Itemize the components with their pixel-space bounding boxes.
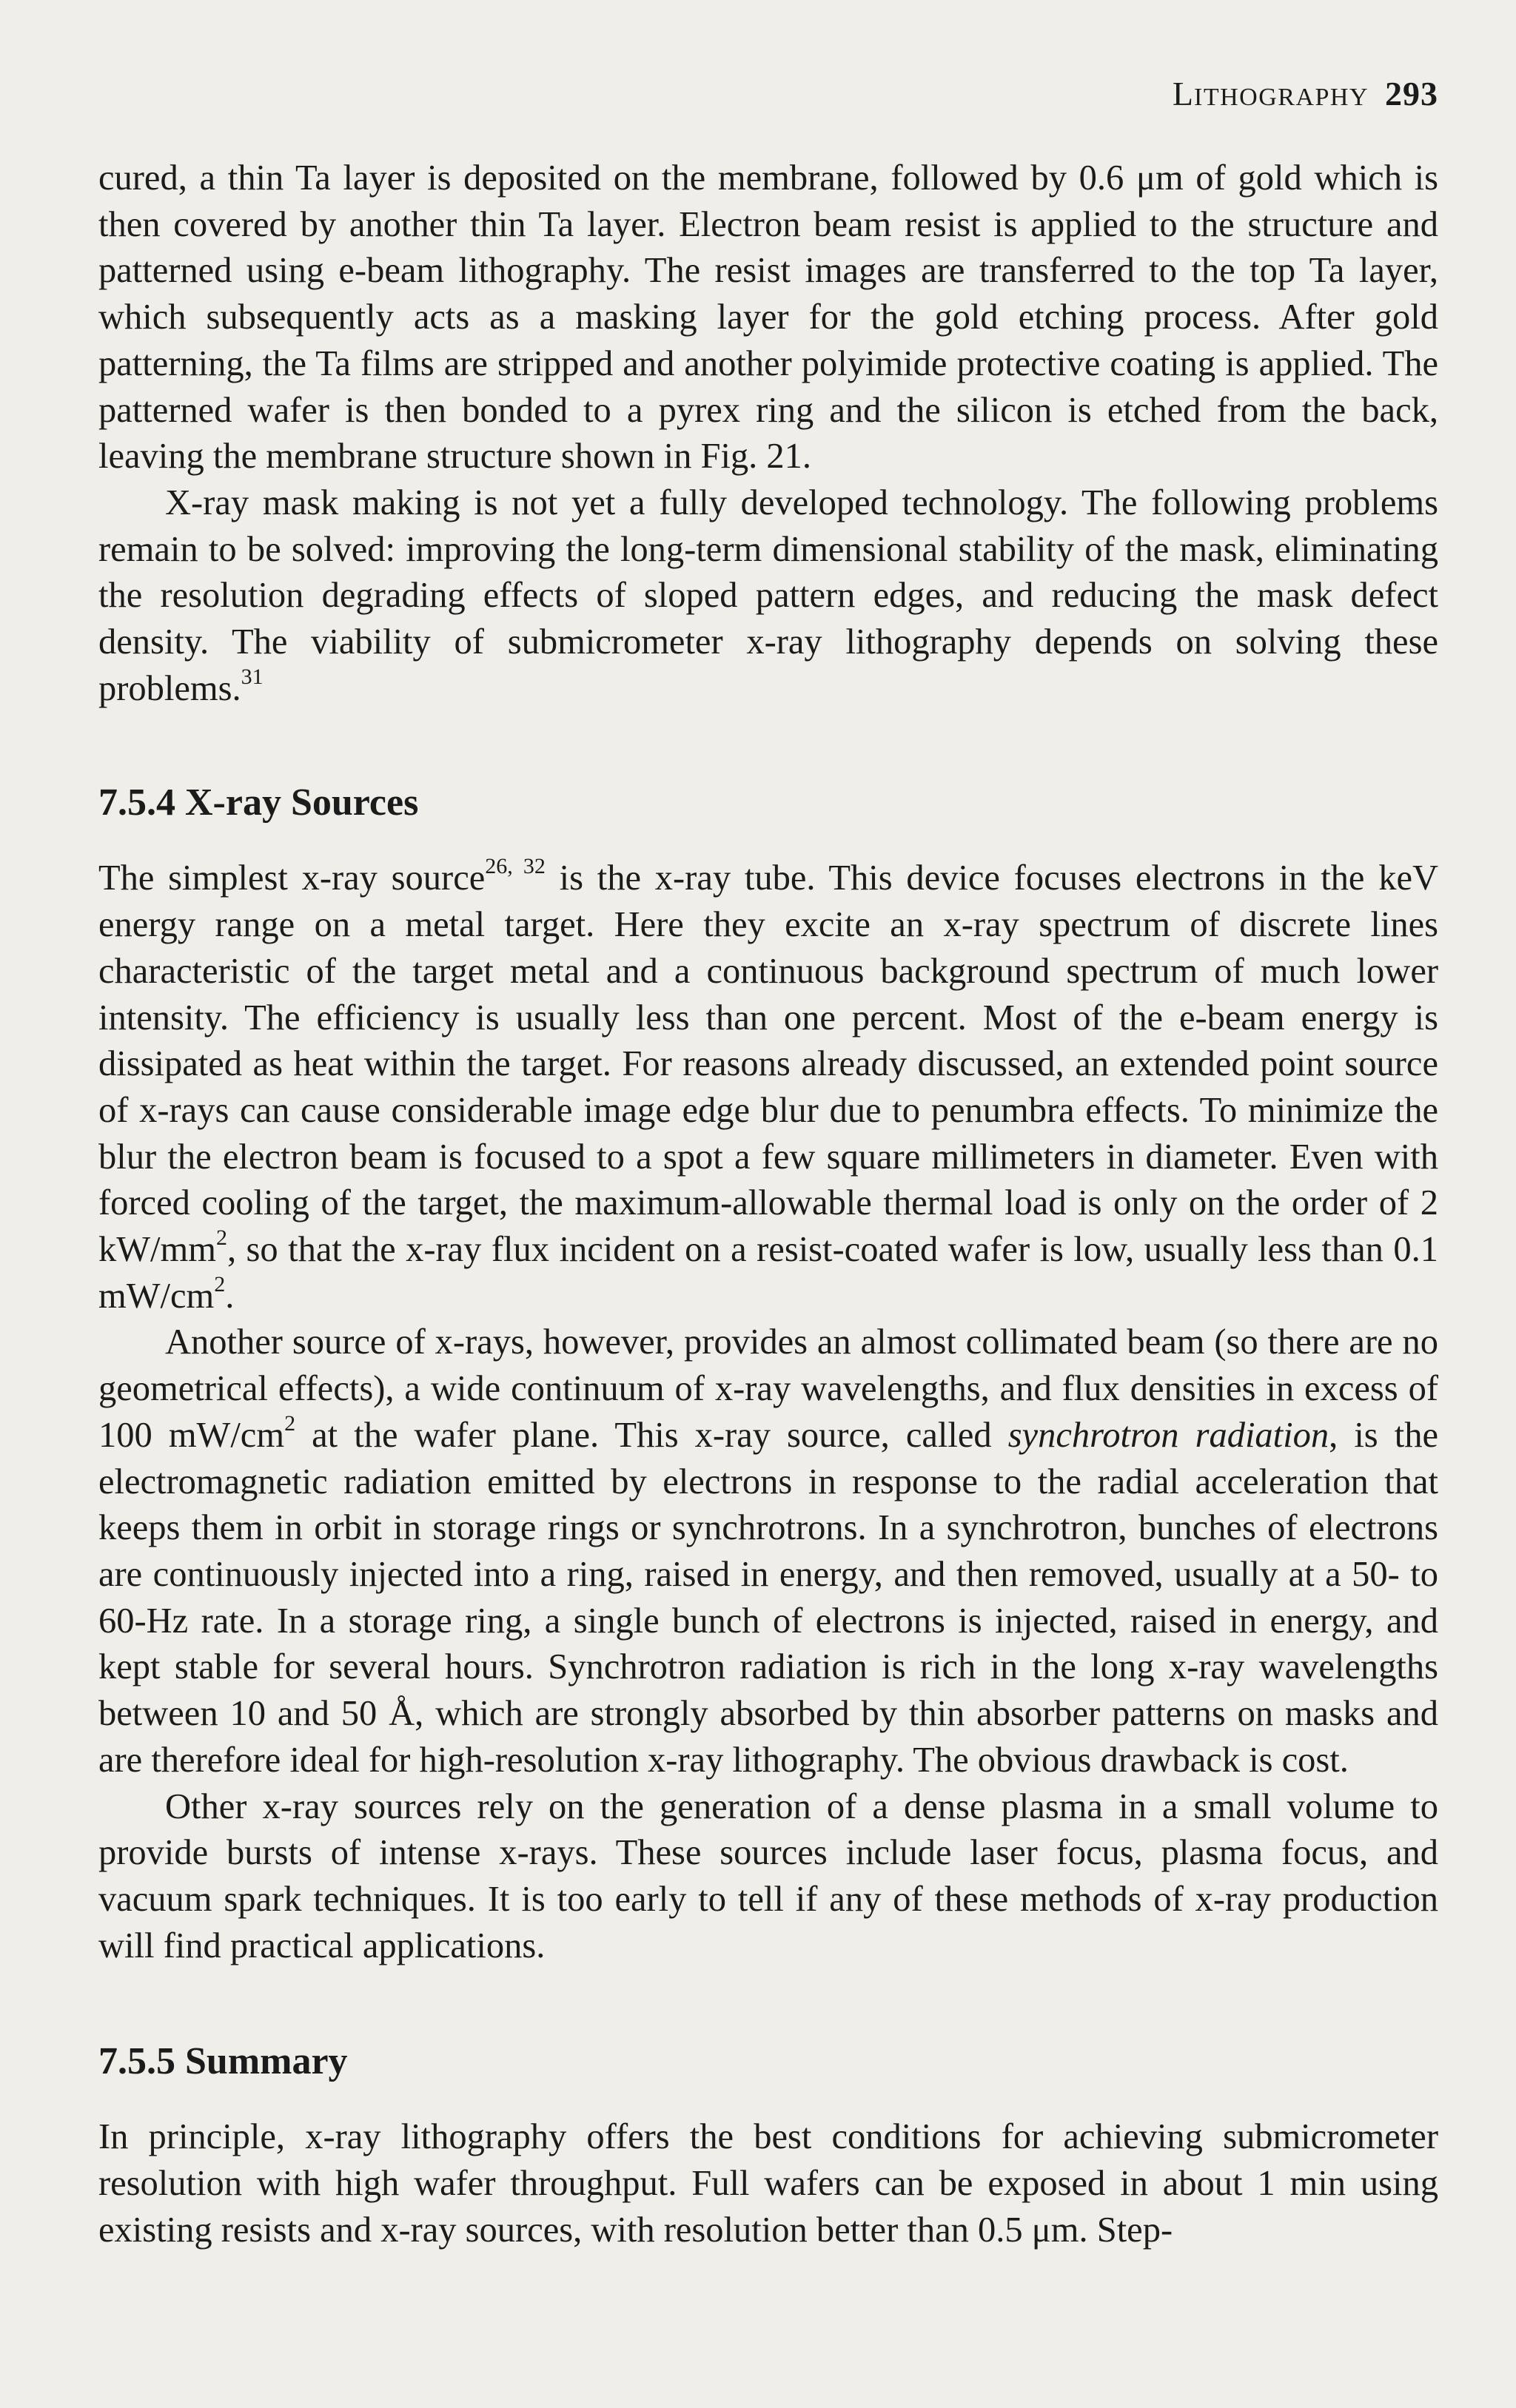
- paragraph-synchrotron: [98, 1319, 1438, 1783]
- paragraph-text: .: [225, 1276, 235, 1316]
- section-heading-summary: 7.5.5 Summary: [98, 2040, 348, 2083]
- paragraph-text: The simplest x-ray source: [98, 858, 486, 898]
- paragraph-mask-problems: [98, 480, 1438, 713]
- paragraph-plasma-sources: Other x-ray sources rely on the generation of a dense plasma in a small volume to provide bursts of intense x-rays. These sources include laser focus, plasma focus, and vacuum spark techniques. It is too early to tell if any of these methods of x-ray production will find practical applications.: [98, 1786, 1438, 1965]
- paragraph-text: Another source of x-rays, however, provides an almost collimated beam (so there are no geometrical effects), a wide continuum of x-ray wavelengths, and flux densities in excess of 100 mW/cm: [98, 1322, 1438, 1455]
- italic-term: synchrotron radiation: [1007, 1415, 1329, 1455]
- paragraph-text: X-ray mask making is not yet a fully developed technology. The following problems remain to be solved: improving the long-term dimensional stability of the mask, eliminating the resolution degrading effects of sloped pattern edges, and reducing the mask defect density. The viability of submicrometer x-ray lithography depends on solving these problems.: [98, 482, 1438, 708]
- running-title-initial: L: [1172, 75, 1194, 112]
- paragraph-text: , is the electromagnetic radiation emitted by electrons in response to the radial acceleration that keeps them in orbit in storage rings or synchrotrons. In a synchrotron, bunches of electrons are continuously injected into a ring, raised in energy, and then removed, usually at a 50- to 60-Hz rate. In a storage ring, a single bunch of electrons is injected, raised in energy, and kept stable for several hours. Synchrotron radiation is rich in the long x-ray wavelengths between 10 and 50 Å, which are strongly absorbed by thin absorber patterns on masks and are therefore ideal for high-resolution x-ray lithography. The obvious drawback is cost.: [98, 1415, 1438, 1780]
- paragraph-mask-fabrication: cured, a thin Ta layer is deposited on the membrane, followed by 0.6 μm of gold which is then covered by another thin Ta layer. Electron beam resist is applied to the structure and patterned using e-beam lithography. The resist images are transferred to the top Ta layer, which subsequently acts as a masking layer for the gold etching process. After gold patterning, the Ta films are stripped and another polyimide protective coating is applied. The patterned wafer is then bonded to a pyrex ring and the silicon is etched from the back, leaving the membrane structure shown in Fig. 21.: [98, 158, 1438, 477]
- paragraph-xray-tube: [98, 855, 1438, 1319]
- reference-superscript: 31: [241, 664, 264, 689]
- exponent-superscript: 2: [214, 1271, 226, 1297]
- paragraph-text: , so that the x-ray flux incident on a resist-coated wafer is low, usually less than 0.1 mW/cm: [98, 1230, 1438, 1316]
- page-number: 293: [1385, 75, 1438, 112]
- exponent-superscript: 2: [215, 1225, 227, 1251]
- paragraph-text: at the wafer plane. This x-ray source, called: [295, 1415, 1008, 1455]
- body-text: [98, 155, 1438, 2253]
- book-page: [98, 0, 1438, 2408]
- exponent-superscript: 2: [284, 1410, 296, 1436]
- section-heading-xray-sources: 7.5.4 X-ray Sources: [98, 781, 419, 824]
- reference-superscript: 26, 32: [485, 854, 546, 879]
- paragraph-summary: In principle, x-ray lithography offers the best conditions for achieving submicrometer resolution with high wafer throughput. Full wafers can be exposed in about 1 min using existing resists and x-ray sources, with resolution better than 0.5 μm. Step-: [98, 2117, 1438, 2250]
- paragraph-text: is the x-ray tube. This device focuses electrons in the keV energy range on a metal target. Here they excite an x-ray spectrum of discrete lines characteristic of the target metal and a continuous background spectrum of much lower intensity. The efficiency is usually less than one percent. Most of the e-beam energy is dissipated as heat within the target. For reasons already discussed, an extended point source of x-rays can cause considerable image edge blur due to penumbra effects. To minimize the blur the electron beam is focused to a spot a few square millimeters in diameter. Even with forced cooling of the target, the maximum-allowable thermal load is only on the order of 2 kW/mm: [98, 858, 1439, 1270]
- running-title: ITHOGRAPHY: [1194, 84, 1369, 111]
- running-header: [1173, 74, 1438, 113]
